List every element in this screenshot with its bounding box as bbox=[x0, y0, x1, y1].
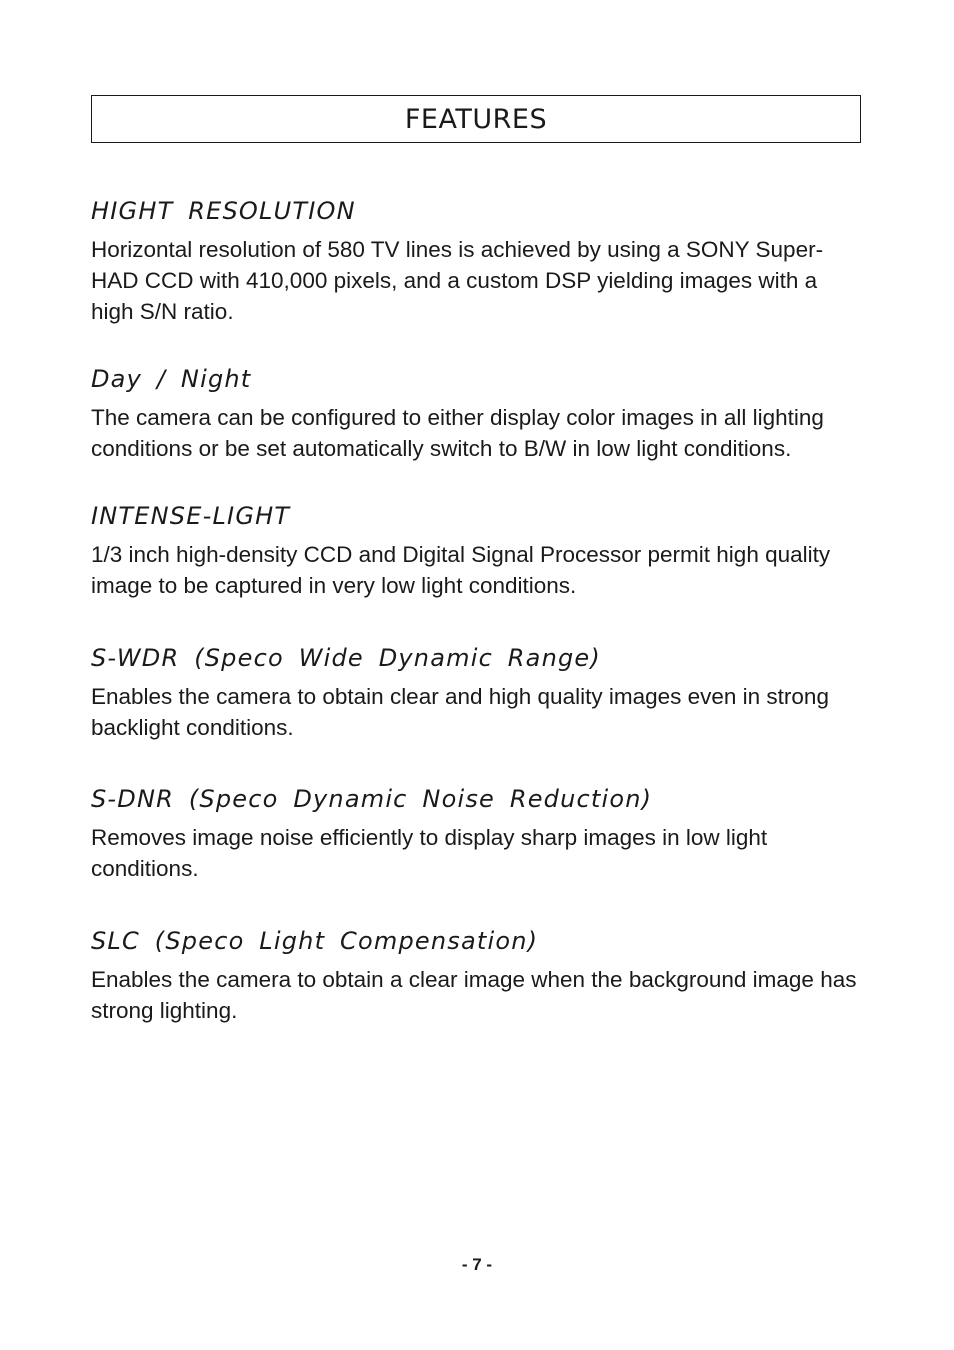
feature-description: 1/3 inch high-density CCD and Digital Signal Processor permit high quality image to be captured in very low light conditions. bbox=[91, 542, 831, 598]
feature-description: Removes image noise efficiently to display sharp images in low light conditions. bbox=[91, 825, 768, 881]
feature-description: Horizontal resolution of 580 TV lines is achieved by using a SONY Super-HAD CCD with 410,000 pixels, and a custom DSP yielding images with a high S/N ratio. bbox=[91, 237, 824, 324]
feature-section-s-dnr bbox=[91, 784, 861, 884]
feature-heading: S-DNR (Speco Dynamic Noise Reduction) bbox=[91, 785, 653, 813]
feature-heading: INTENSE-LIGHT bbox=[91, 502, 291, 530]
feature-section-s-wdr bbox=[91, 643, 861, 743]
page-number: - 7 - bbox=[461, 1255, 493, 1274]
page-title: FEATURES bbox=[404, 103, 548, 135]
feature-description: Enables the camera to obtain a clear image when the background image has strong lighting. bbox=[91, 967, 857, 1023]
feature-heading: HIGHT RESOLUTION bbox=[91, 197, 356, 225]
feature-heading: SLC (Speco Light Compensation) bbox=[91, 927, 539, 955]
feature-section-high-resolution bbox=[91, 196, 861, 327]
feature-description: Enables the camera to obtain clear and high quality images even in strong backlight conditions. bbox=[91, 684, 829, 740]
feature-heading: S-WDR (Speco Wide Dynamic Range) bbox=[91, 644, 601, 672]
feature-description: The camera can be configured to either display color images in all lighting conditions or be set automatically switch to B/W in low light conditions. bbox=[91, 405, 824, 461]
feature-section-intense-light bbox=[91, 501, 861, 601]
page-title-box bbox=[91, 95, 861, 143]
feature-heading: Day / Night bbox=[91, 365, 252, 393]
feature-section-day-night bbox=[91, 364, 861, 464]
feature-section-slc bbox=[91, 926, 861, 1026]
